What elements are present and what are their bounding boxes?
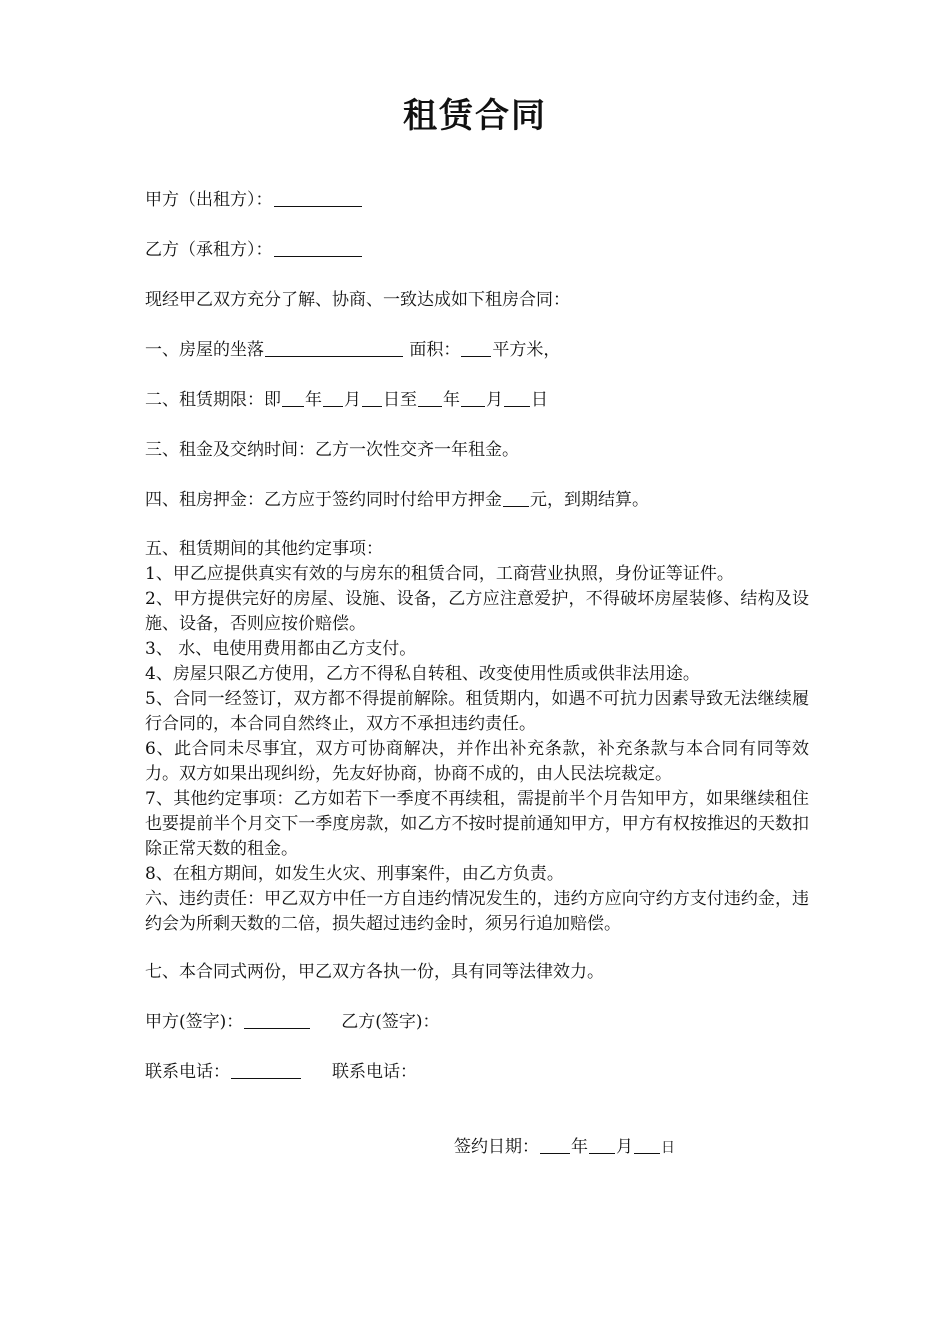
party-b-blank[interactable] xyxy=(274,240,362,257)
intro-text: 现经甲乙双方充分了解、协商、一致达成如下租房合同： xyxy=(145,290,570,310)
area-blank[interactable] xyxy=(461,340,491,357)
sign-year-blank[interactable] xyxy=(540,1137,570,1154)
start-month-unit: 月 xyxy=(344,390,361,410)
clause-5-item: 8、在租方期间，如发生火灾、刑事案件，由乙方负责。 xyxy=(145,864,564,884)
party-b-label: 乙方（承租方）： xyxy=(145,240,273,260)
clause-1 xyxy=(145,338,560,362)
end-month-blank[interactable] xyxy=(461,390,485,407)
party-a-line xyxy=(145,188,363,212)
end-year-unit: 年 xyxy=(443,390,460,410)
sign-day-unit: 日 xyxy=(661,1140,675,1156)
party-a-phone-label: 联系电话： xyxy=(145,1062,230,1082)
clause-3: 三、租金及交纳时间：乙方一次性交齐一年租金。 xyxy=(145,440,519,460)
deposit-blank[interactable] xyxy=(503,490,529,507)
clause-2-label: 二、租赁期限：即 xyxy=(145,390,281,410)
party-a-signature-label: 甲方(签字)： xyxy=(145,1012,244,1032)
clause-4-prefix: 四、租房押金：乙方应于签约同时付给甲方押金 xyxy=(145,490,502,510)
clause-5-item: 3、 水、电使用费用都由乙方支付。 xyxy=(145,639,417,659)
clause-5 xyxy=(145,537,809,937)
end-month-unit: 月 xyxy=(486,390,503,410)
area-unit: 平方米， xyxy=(492,340,561,360)
sign-month-blank[interactable] xyxy=(589,1137,615,1154)
party-a-label: 甲方（出租方）： xyxy=(145,190,273,210)
area-label: 面积： xyxy=(409,340,461,360)
signature-line xyxy=(145,1010,440,1034)
clause-4 xyxy=(145,488,649,512)
party-a-phone-blank[interactable] xyxy=(231,1062,301,1079)
start-day-blank[interactable] xyxy=(362,390,382,407)
clause-5-item: 2、甲方提供完好的房屋、设施、设备，乙方应注意爱护，不得破坏房屋装修、结构及设施、设备，否则应按价赔偿。 xyxy=(145,589,809,634)
sign-year-unit: 年 xyxy=(571,1137,588,1157)
clause-5-heading: 五、租赁期间的其他约定事项： xyxy=(145,539,383,559)
clause-5-item: 6、此合同未尽事宜，双方可协商解决，并作出补充条款，补充条款与本合同有同等效力。双方如果出现纠纷，先友好协商，协商不成的，由人民法垸裁定。 xyxy=(145,739,809,784)
phone-line xyxy=(145,1060,417,1084)
sign-day-blank[interactable] xyxy=(634,1137,660,1154)
start-year-unit: 年 xyxy=(305,390,322,410)
clause-5-item: 4、房屋只限乙方使用，乙方不得私自转租、改变使用性质或供非法用途。 xyxy=(145,664,700,684)
party-b-line xyxy=(145,238,363,262)
party-a-signature-blank[interactable] xyxy=(244,1012,310,1029)
party-b-signature-label: 乙方(签字)： xyxy=(341,1012,440,1032)
end-day-blank[interactable] xyxy=(504,390,530,407)
clause-5-item: 5、合同一经签订，双方都不得提前解除。租赁期内，如遇不可抗力因素导致无法继续履行合同的，本合同自然终止，双方不承担违约责任。 xyxy=(145,689,809,734)
clause-2 xyxy=(145,388,548,412)
clause-4-suffix: 元，到期结算。 xyxy=(530,490,649,510)
clause-6: 六、违约责任：甲乙双方中任一方自违约情况发生的，违约方应向守约方支付违约金，违约会为所剩天数的二倍，损失超过违约金时，须另行追加赔偿。 xyxy=(145,889,809,934)
location-blank[interactable] xyxy=(265,340,403,357)
sign-date-label: 签约日期： xyxy=(454,1137,539,1157)
party-a-blank[interactable] xyxy=(274,190,362,207)
start-month-blank[interactable] xyxy=(323,390,343,407)
end-year-blank[interactable] xyxy=(418,390,442,407)
clause-5-item: 7、其他约定事项：乙方如若下一季度不再续租，需提前半个月告知甲方，如果继续租住也要提前半个月交下一季度房款，如乙方不按时提前通知甲方，甲方有权按推迟的天数扣除正常天数的租金。 xyxy=(145,789,809,859)
clause-1-label: 一、房屋的坐落 xyxy=(145,340,264,360)
start-year-blank[interactable] xyxy=(282,390,304,407)
clause-7: 七、本合同式两份，甲乙双方各执一份，具有同等法律效力。 xyxy=(145,962,604,982)
end-day-unit: 日 xyxy=(531,390,548,410)
sign-date-line xyxy=(454,1135,675,1160)
start-day-unit: 日至 xyxy=(383,390,417,410)
document-title: 租赁合同 xyxy=(403,96,547,136)
clause-5-item: 1、甲乙应提供真实有效的与房东的租赁合同，工商营业执照，身份证等证件。 xyxy=(145,564,734,584)
party-b-phone-label: 联系电话： xyxy=(332,1062,417,1082)
sign-month-unit: 月 xyxy=(616,1137,633,1157)
